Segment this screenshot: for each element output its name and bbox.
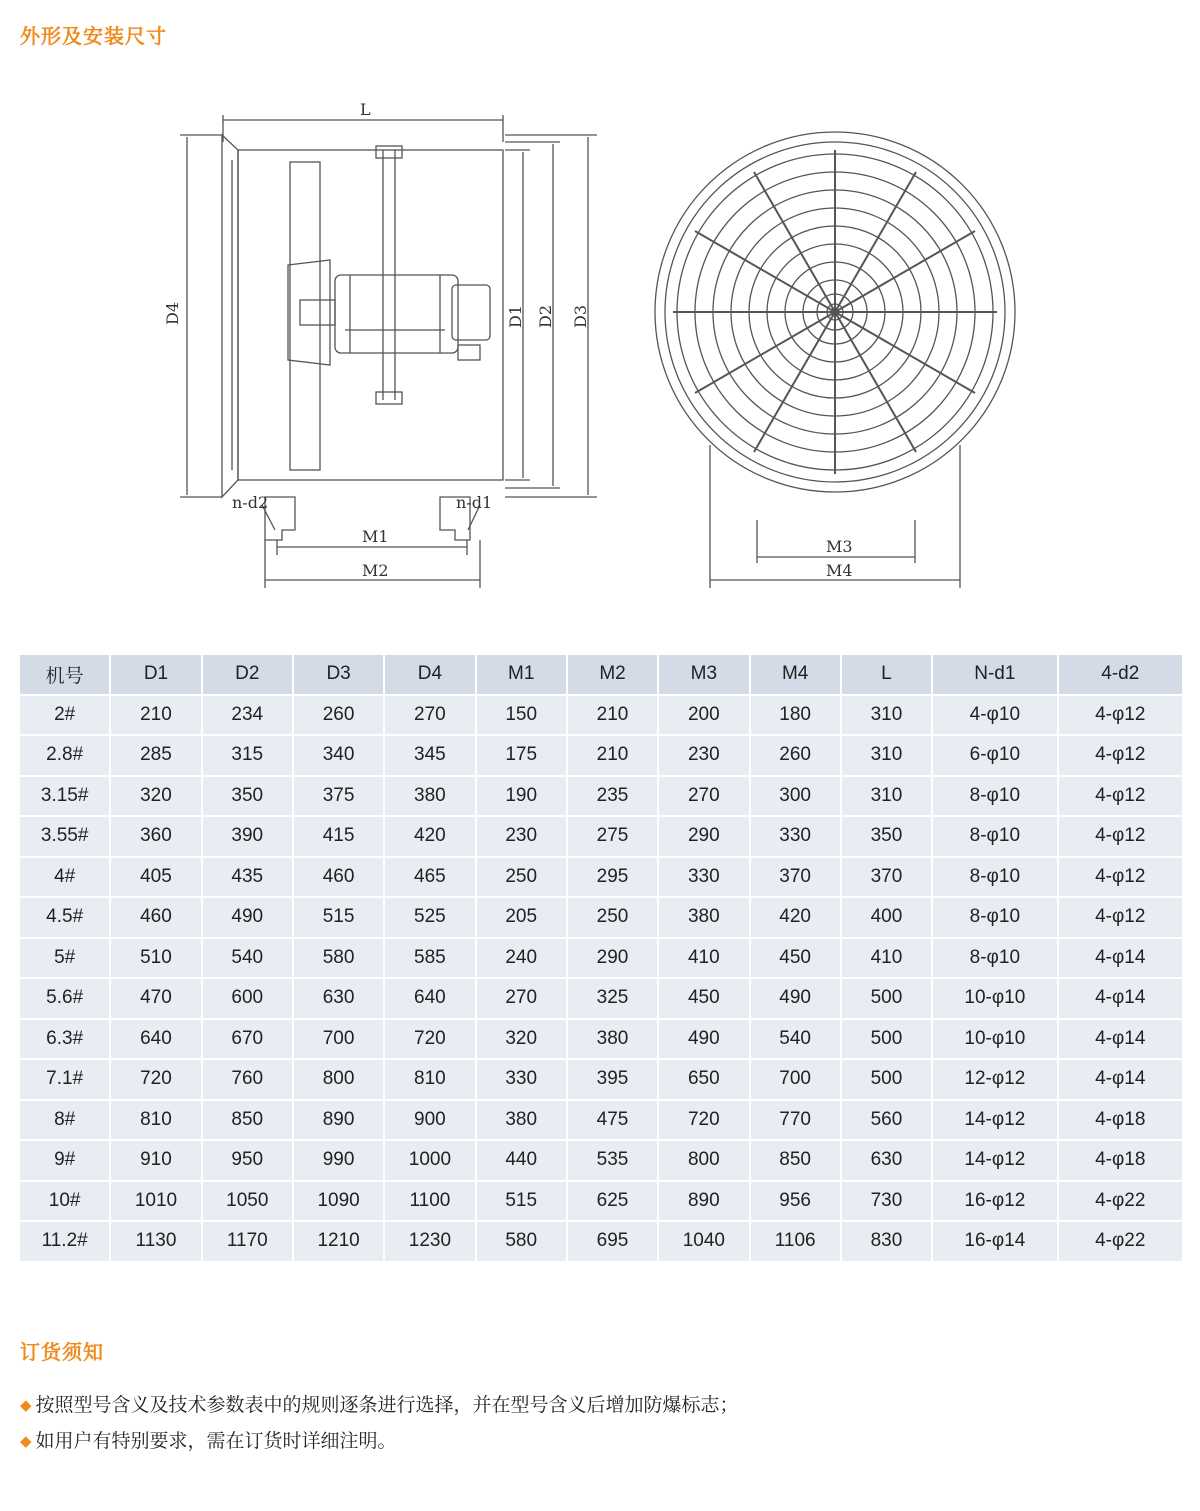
table-cell: 12-φ12: [933, 1060, 1056, 1099]
section-title-dimensions: 外形及安装尺寸: [20, 24, 167, 48]
diamond-bullet-icon: ◆: [20, 1396, 32, 1414]
side-view-drawing: [180, 115, 597, 588]
table-cell: 625: [568, 1182, 657, 1221]
table-cell: 580: [294, 939, 383, 978]
table-cell: 4-φ14: [1059, 1020, 1182, 1059]
table-cell: 720: [659, 1101, 748, 1140]
table-row: [20, 979, 1182, 1018]
table-cell: 450: [751, 939, 840, 978]
table-cell: 630: [294, 979, 383, 1018]
table-cell: 310: [842, 736, 931, 775]
table-cell: 8#: [20, 1101, 109, 1140]
table-cell: 310: [842, 696, 931, 735]
table-cell: 850: [203, 1101, 292, 1140]
table-cell: 1170: [203, 1222, 292, 1261]
table-cell: 630: [842, 1141, 931, 1180]
dimension-spec-table: [18, 653, 1184, 1263]
table-cell: 10-φ10: [933, 1020, 1056, 1059]
table-cell: 260: [294, 696, 383, 735]
table-cell: 8-φ10: [933, 858, 1056, 897]
table-row: [20, 777, 1182, 816]
table-cell: 10#: [20, 1182, 109, 1221]
column-header: 4-d2: [1059, 655, 1182, 694]
table-cell: 7.1#: [20, 1060, 109, 1099]
table-cell: 235: [568, 777, 657, 816]
table-row: [20, 858, 1182, 897]
table-cell: 4-φ22: [1059, 1222, 1182, 1261]
table-cell: 5#: [20, 939, 109, 978]
table-row: [20, 817, 1182, 856]
section-title-ordering: 订货须知: [20, 1340, 104, 1364]
table-cell: 10-φ10: [933, 979, 1056, 1018]
table-cell: 1050: [203, 1182, 292, 1221]
note-text: 按照型号含义及技术参数表中的规则逐条进行选择，并在型号含义后增加防爆标志；: [35, 1394, 739, 1416]
table-cell: 3.55#: [20, 817, 109, 856]
table-cell: 5.6#: [20, 979, 109, 1018]
table-cell: 16-φ12: [933, 1182, 1056, 1221]
column-header: 机号: [20, 655, 109, 694]
table-cell: 8-φ10: [933, 817, 1056, 856]
table-cell: 910: [111, 1141, 200, 1180]
label-M4: M4: [826, 561, 853, 580]
table-cell: 730: [842, 1182, 931, 1221]
table-row: [20, 696, 1182, 735]
table-cell: 405: [111, 858, 200, 897]
table-cell: 580: [477, 1222, 566, 1261]
column-header: M1: [477, 655, 566, 694]
table-cell: 1000: [385, 1141, 474, 1180]
table-cell: 395: [568, 1060, 657, 1099]
table-row: [20, 1222, 1182, 1261]
table-cell: 4-φ18: [1059, 1101, 1182, 1140]
table-cell: 1130: [111, 1222, 200, 1261]
table-cell: 275: [568, 817, 657, 856]
table-cell: 340: [294, 736, 383, 775]
table-cell: 600: [203, 979, 292, 1018]
table-cell: 295: [568, 858, 657, 897]
table-cell: 720: [385, 1020, 474, 1059]
table-cell: 8-φ10: [933, 777, 1056, 816]
table-cell: 2.8#: [20, 736, 109, 775]
table-cell: 285: [111, 736, 200, 775]
table-cell: 325: [568, 979, 657, 1018]
table-cell: 14-φ12: [933, 1101, 1056, 1140]
table-row: [20, 1101, 1182, 1140]
table-row: [20, 1141, 1182, 1180]
table-cell: 4-φ18: [1059, 1141, 1182, 1180]
label-D4: D4: [163, 301, 182, 325]
table-cell: 4-φ14: [1059, 979, 1182, 1018]
table-cell: 515: [294, 898, 383, 937]
table-cell: 760: [203, 1060, 292, 1099]
label-M1: M1: [362, 527, 389, 546]
table-cell: 650: [659, 1060, 748, 1099]
table-cell: 380: [385, 777, 474, 816]
table-cell: 320: [477, 1020, 566, 1059]
table-cell: 150: [477, 696, 566, 735]
table-cell: 525: [385, 898, 474, 937]
table-cell: 210: [568, 736, 657, 775]
table-cell: 450: [659, 979, 748, 1018]
table-cell: 250: [477, 858, 566, 897]
table-cell: 800: [659, 1141, 748, 1180]
table-cell: 540: [751, 1020, 840, 1059]
table-cell: 250: [568, 898, 657, 937]
table-cell: 420: [751, 898, 840, 937]
table-cell: 1230: [385, 1222, 474, 1261]
table-cell: 700: [751, 1060, 840, 1099]
table-cell: 460: [294, 858, 383, 897]
table-cell: 695: [568, 1222, 657, 1261]
diamond-bullet-icon: ◆: [20, 1432, 32, 1450]
table-cell: 490: [751, 979, 840, 1018]
table-cell: 490: [203, 898, 292, 937]
table-cell: 4-φ12: [1059, 736, 1182, 775]
table-cell: 640: [385, 979, 474, 1018]
table-cell: 4-φ12: [1059, 858, 1182, 897]
table-cell: 370: [842, 858, 931, 897]
table-cell: 6.3#: [20, 1020, 109, 1059]
table-cell: 180: [751, 696, 840, 735]
table-cell: 4-φ12: [1059, 777, 1182, 816]
table-cell: 270: [385, 696, 474, 735]
table-cell: 14-φ12: [933, 1141, 1056, 1180]
table-cell: 320: [111, 777, 200, 816]
column-header: L: [842, 655, 931, 694]
table-cell: 260: [751, 736, 840, 775]
table-cell: 440: [477, 1141, 566, 1180]
table-cell: 330: [751, 817, 840, 856]
table-cell: 1100: [385, 1182, 474, 1221]
table-cell: 11.2#: [20, 1222, 109, 1261]
table-cell: 350: [842, 817, 931, 856]
column-header: D2: [203, 655, 292, 694]
label-M3: M3: [826, 537, 853, 556]
table-cell: 210: [111, 696, 200, 735]
table-cell: 210: [568, 696, 657, 735]
table-cell: 230: [659, 736, 748, 775]
table-cell: 290: [659, 817, 748, 856]
table-cell: 300: [751, 777, 840, 816]
table-cell: 1210: [294, 1222, 383, 1261]
table-cell: 890: [294, 1101, 383, 1140]
table-cell: 330: [659, 858, 748, 897]
table-cell: 410: [842, 939, 931, 978]
table-cell: 400: [842, 898, 931, 937]
label-L: L: [360, 100, 371, 119]
table-row: [20, 1182, 1182, 1221]
table-cell: 460: [111, 898, 200, 937]
table-cell: 270: [477, 979, 566, 1018]
table-cell: 2#: [20, 696, 109, 735]
table-cell: 4-φ14: [1059, 1060, 1182, 1099]
table-cell: 375: [294, 777, 383, 816]
table-cell: 640: [111, 1020, 200, 1059]
table-cell: 420: [385, 817, 474, 856]
table-cell: 810: [385, 1060, 474, 1099]
label-nd1: n-d1: [456, 493, 493, 512]
table-cell: 500: [842, 979, 931, 1018]
label-D3: D3: [571, 304, 590, 328]
label-D1: D1: [506, 304, 525, 328]
table-cell: 515: [477, 1182, 566, 1221]
table-row: [20, 1020, 1182, 1059]
table-cell: 240: [477, 939, 566, 978]
table-cell: 560: [842, 1101, 931, 1140]
table-cell: 1010: [111, 1182, 200, 1221]
table-cell: 290: [568, 939, 657, 978]
front-view-labels: [826, 537, 853, 580]
table-cell: 435: [203, 858, 292, 897]
table-row: [20, 1060, 1182, 1099]
table-cell: 234: [203, 696, 292, 735]
table-cell: 900: [385, 1101, 474, 1140]
column-header: D4: [385, 655, 474, 694]
table-cell: 465: [385, 858, 474, 897]
table-body: [20, 696, 1182, 1261]
table-cell: 500: [842, 1020, 931, 1059]
table-cell: 956: [751, 1182, 840, 1221]
table-cell: 16-φ14: [933, 1222, 1056, 1261]
table-cell: 475: [568, 1101, 657, 1140]
table-cell: 3.15#: [20, 777, 109, 816]
table-row: [20, 939, 1182, 978]
table-cell: 310: [842, 777, 931, 816]
table-header-row: [20, 655, 1182, 694]
table-cell: 4-φ22: [1059, 1182, 1182, 1221]
table-cell: 345: [385, 736, 474, 775]
table-cell: 540: [203, 939, 292, 978]
table-cell: 4-φ12: [1059, 898, 1182, 937]
table-cell: 4-φ12: [1059, 696, 1182, 735]
table-cell: 205: [477, 898, 566, 937]
table-cell: 370: [751, 858, 840, 897]
table-cell: 800: [294, 1060, 383, 1099]
table-cell: 500: [842, 1060, 931, 1099]
table-cell: 1090: [294, 1182, 383, 1221]
table-cell: 270: [659, 777, 748, 816]
label-D2: D2: [536, 304, 555, 328]
side-view-labels: [163, 100, 590, 580]
table-cell: 585: [385, 939, 474, 978]
table-cell: 4#: [20, 858, 109, 897]
column-header: M4: [751, 655, 840, 694]
table-cell: 535: [568, 1141, 657, 1180]
table-cell: 1106: [751, 1222, 840, 1261]
table-cell: 770: [751, 1101, 840, 1140]
table-cell: 850: [751, 1141, 840, 1180]
table-row: [20, 898, 1182, 937]
table-cell: 670: [203, 1020, 292, 1059]
table-cell: 350: [203, 777, 292, 816]
note-item: [20, 1428, 739, 1454]
table-cell: 890: [659, 1182, 748, 1221]
column-header: M2: [568, 655, 657, 694]
column-header: N-d1: [933, 655, 1056, 694]
table-cell: 810: [111, 1101, 200, 1140]
fan-dimension-drawing: [0, 60, 1200, 620]
table-cell: 470: [111, 979, 200, 1018]
table-cell: 8-φ10: [933, 939, 1056, 978]
front-view-drawing: [655, 132, 1015, 588]
table-cell: 6-φ10: [933, 736, 1056, 775]
order-notes: [20, 1392, 739, 1464]
table-cell: 720: [111, 1060, 200, 1099]
table-cell: 830: [842, 1222, 931, 1261]
table-cell: 330: [477, 1060, 566, 1099]
table-cell: 990: [294, 1141, 383, 1180]
table-cell: 1040: [659, 1222, 748, 1261]
table-row: [20, 736, 1182, 775]
column-header: D1: [111, 655, 200, 694]
table-cell: 8-φ10: [933, 898, 1056, 937]
table-cell: 9#: [20, 1141, 109, 1180]
table-cell: 230: [477, 817, 566, 856]
table-cell: 4-φ12: [1059, 817, 1182, 856]
table-cell: 360: [111, 817, 200, 856]
table-cell: 415: [294, 817, 383, 856]
table-cell: 4.5#: [20, 898, 109, 937]
table-cell: 700: [294, 1020, 383, 1059]
table-cell: 4-φ14: [1059, 939, 1182, 978]
table-cell: 380: [477, 1101, 566, 1140]
label-M2: M2: [362, 561, 389, 580]
note-text: 如用户有特别要求，需在订货时详细注明。: [35, 1430, 397, 1452]
table-cell: 390: [203, 817, 292, 856]
note-item: [20, 1392, 739, 1418]
table-cell: 200: [659, 696, 748, 735]
table-cell: 315: [203, 736, 292, 775]
column-header: M3: [659, 655, 748, 694]
table-cell: 175: [477, 736, 566, 775]
table-cell: 380: [568, 1020, 657, 1059]
table-cell: 410: [659, 939, 748, 978]
label-nd2: n-d2: [232, 493, 269, 512]
table-cell: 4-φ10: [933, 696, 1056, 735]
column-header: D3: [294, 655, 383, 694]
table-cell: 510: [111, 939, 200, 978]
table-cell: 190: [477, 777, 566, 816]
table-cell: 950: [203, 1141, 292, 1180]
table-cell: 380: [659, 898, 748, 937]
table-cell: 490: [659, 1020, 748, 1059]
